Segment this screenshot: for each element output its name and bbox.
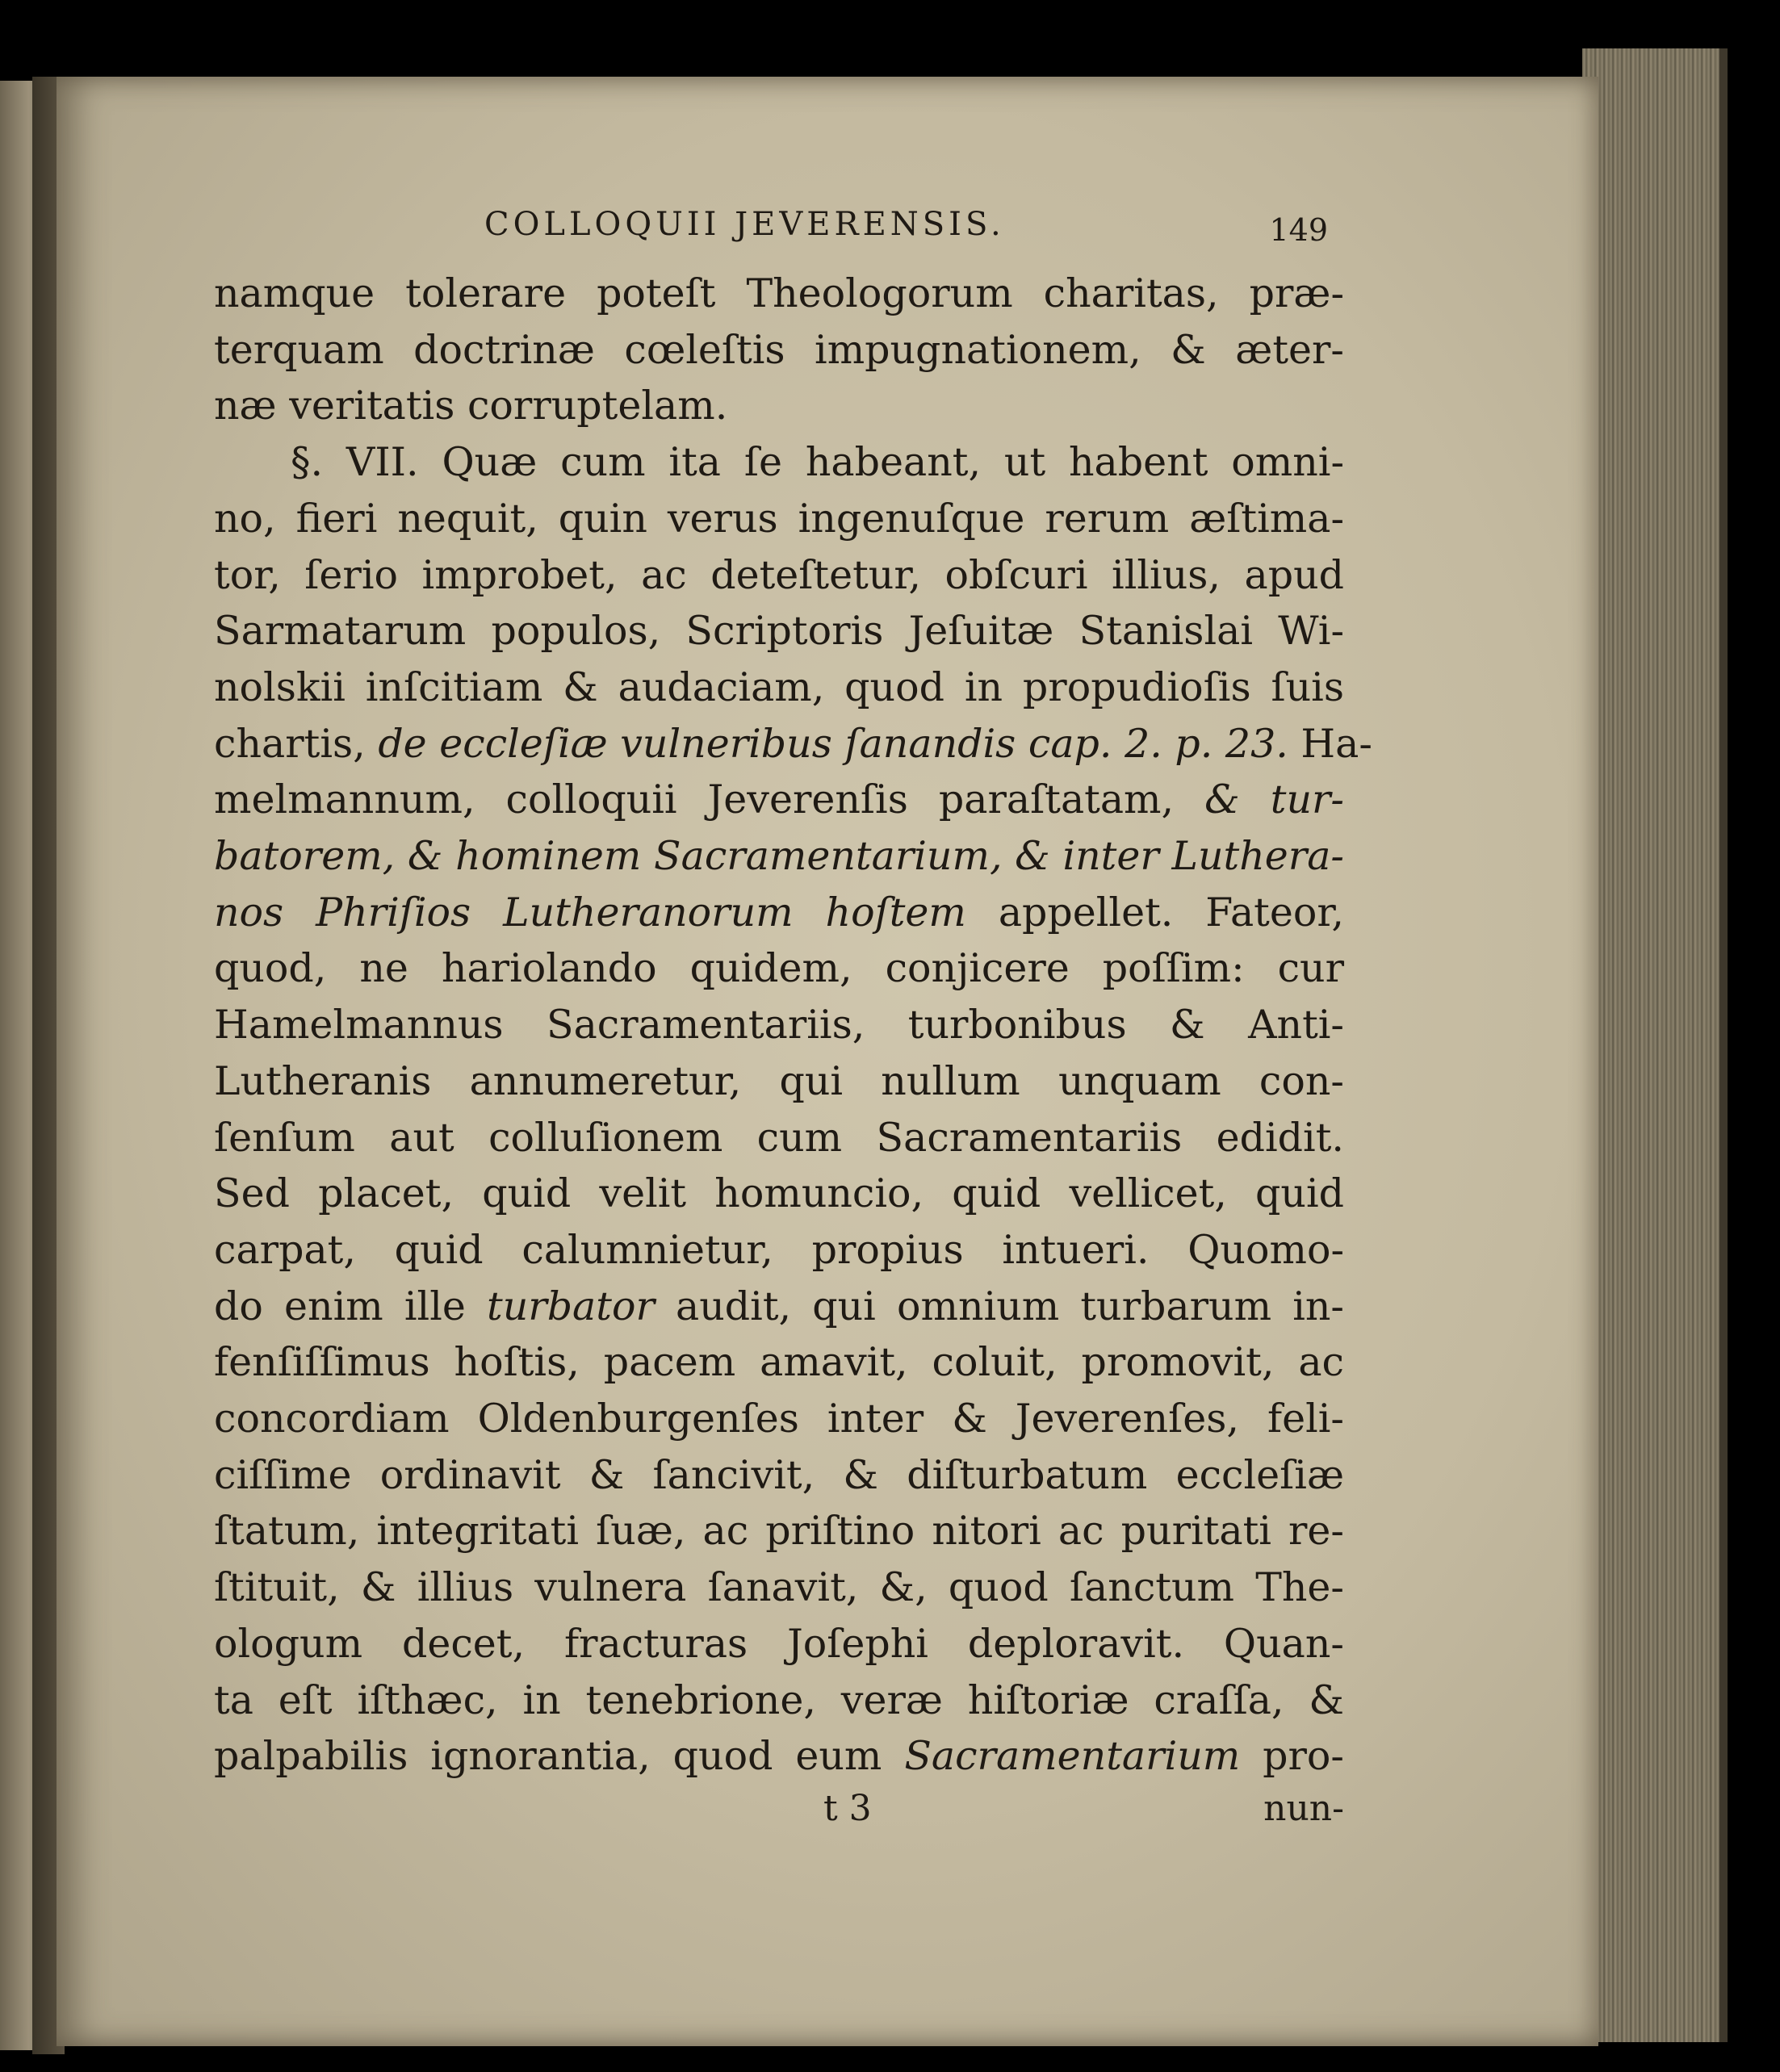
body-text — [214, 266, 1372, 1785]
text-line — [214, 1728, 1344, 1785]
page-footer — [214, 1785, 1344, 1841]
text-line: no, fieri nequit, quin verus ingenuſque rerum æſtima- — [214, 495, 1344, 542]
italic-text: de eccleſiæ vulneribus ſanandis cap. 2. p. 23. — [378, 720, 1288, 767]
italic-text: turbator — [487, 1283, 655, 1329]
text-line: Sed placet, quid velit homuncio, quid vellicet, quid — [214, 1170, 1344, 1217]
text-line — [214, 772, 1344, 828]
roman-text: melmannum, colloquii Jeverenſis paraſtatam, — [214, 776, 1205, 823]
text-line: carpat, quid calumnietur, propius intueri. Quomo- — [214, 1226, 1344, 1273]
text-line — [214, 828, 1344, 885]
page-text-block — [214, 206, 1372, 1841]
text-line: næ veritatis corruptelam. — [214, 383, 728, 429]
text-line: nolskii inſcitiam & audaciam, quod in propudioſis ſuis — [214, 663, 1344, 710]
page-edges — [1582, 48, 1728, 2042]
roman-text: audit, qui omnium turbarum in- — [654, 1283, 1344, 1329]
text-line: Hamelmannus Sacramentariis, turbonibus & Anti- — [214, 1002, 1344, 1049]
roman-text: Ha- — [1288, 720, 1372, 767]
italic-text: & tur- — [1204, 776, 1344, 823]
italic-text: nos Phriſios Lutheranorum hoſtem — [214, 889, 966, 936]
running-head: COLLOQUII JEVERENSIS. — [484, 206, 1005, 243]
text-line: ſtatum, integritati ſuæ, ac priſtino nitori ac puritati re- — [214, 1508, 1344, 1555]
text-line — [214, 885, 1344, 941]
text-line: Sarmatarum populos, Scriptoris Jeſuitæ Stanislai Wi- — [214, 608, 1344, 655]
italic-text: batorem, & hominem Sacramentarium, & inter Luthera- — [214, 833, 1344, 880]
italic-text: Sacramentarium — [904, 1733, 1241, 1780]
text-line: ta eſt iſthæc, in tenebrione, veræ hiſtoriæ craſſa, & — [214, 1676, 1344, 1723]
text-line: fenſiſſimus hoſtis, pacem amavit, coluit, promovit, ac — [214, 1339, 1344, 1386]
text-line: ciſſime ordinavit & ſancivit, & diſturbatum eccleſiæ — [214, 1451, 1344, 1498]
text-line: terquam doctrinæ cœleſtis impugnationem, & æter- — [214, 326, 1344, 373]
roman-text: pro- — [1240, 1733, 1344, 1780]
roman-text: chartis, — [214, 720, 379, 767]
text-line: concordiam Oldenburgenſes inter & Jeverenſes, feli- — [214, 1396, 1344, 1442]
text-line — [214, 1279, 1344, 1335]
text-line: tor, ſerio improbet, ac deteſtetur, obſcuri illius, apud — [214, 551, 1344, 598]
text-line: Lutheranis annumeretur, qui nullum unquam con- — [214, 1057, 1344, 1104]
roman-text: do enim ille — [214, 1283, 488, 1329]
text-line: quod, ne hariolando quidem, conjicere poſſim: cur — [214, 945, 1344, 992]
page-header — [214, 206, 1344, 254]
page-number: 149 — [1269, 212, 1328, 248]
text-line: ſenſum aut colluſionem cum Sacramentariis edidit. — [214, 1114, 1344, 1161]
signature-mark: t 3 — [823, 1787, 872, 1829]
catchword: nun- — [1263, 1787, 1344, 1829]
text-line — [214, 716, 1372, 772]
text-line: ologum decet, fracturas Joſephi deploravit. Quan- — [214, 1620, 1344, 1667]
text-line: ſtituit, & illius vulnera ſanavit, &, quod ſanctum The- — [214, 1564, 1344, 1611]
roman-text: appellet. Fateor, — [965, 889, 1344, 936]
text-line: §. VII. Quæ cum ita ſe habeant, ut habent omni- — [291, 439, 1344, 486]
roman-text: palpabilis ignorantia, quod eum — [214, 1733, 905, 1780]
text-line: namque tolerare poteſt Theologorum charitas, præ- — [214, 270, 1344, 316]
